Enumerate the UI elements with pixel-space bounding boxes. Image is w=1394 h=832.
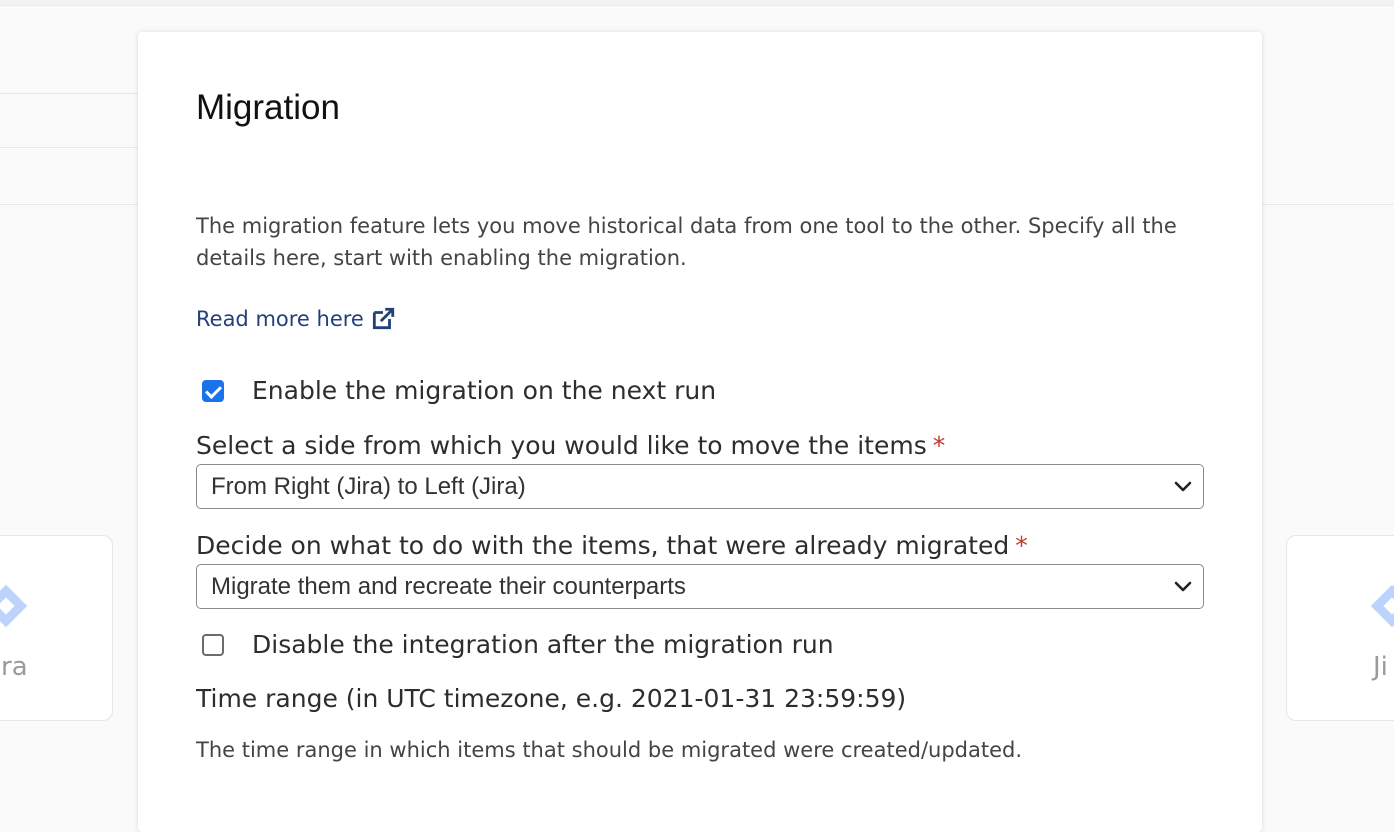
left-tool-card[interactable] [0,535,113,721]
top-bar [0,0,1394,6]
divider [0,147,140,148]
migration-description: The migration feature lets you move historical data from one tool to the other. Specify all the details here, start with enabling the migration. [196,214,1177,270]
disable-integration-checkbox[interactable] [202,634,224,656]
direction-select[interactable] [196,464,1204,509]
chevron-down-icon [1173,477,1193,497]
already-migrated-label-text: Decide on what to do with the items, that were already migrated [196,531,1010,560]
time-range-help: The time range in which items that should be migrated were created/updated. [196,738,1023,762]
required-marker: * [932,431,946,460]
direction-selected-value: From Right (Jira) to Left (Jira) [211,472,526,500]
external-link-icon [370,306,396,332]
already-migrated-selected-value: Migrate them and recreate their counterparts [211,572,686,600]
enable-migration-checkbox[interactable] [202,380,224,402]
disable-integration-label: Disable the integration after the migration run [252,630,834,659]
right-tool-card[interactable] [1286,535,1394,721]
migration-dialog [138,32,1262,832]
jira-logo-icon [0,585,27,627]
dialog-title: Migration [196,88,340,127]
disable-integration-row[interactable] [202,630,834,659]
divider [0,204,140,205]
required-marker: * [1015,531,1028,560]
divider [0,93,140,94]
right-tool-label: Ji [1373,652,1388,682]
time-range-label: Time range (in UTC timezone, e.g. 2021-01-31 23:59:59) [196,684,907,713]
direction-label-text: Select a side from which you would like to move the items [196,431,927,460]
chevron-down-icon [1173,577,1193,597]
read-more-link[interactable] [196,306,396,332]
divider [1262,204,1394,205]
jira-logo-icon [1371,585,1394,627]
enable-migration-row[interactable] [202,376,716,405]
read-more-label: Read more here [196,307,364,331]
enable-migration-label: Enable the migration on the next run [252,376,717,405]
left-tool-label: ra [1,652,28,682]
direction-field-label [196,431,945,460]
already-migrated-field-label [196,531,1028,560]
already-migrated-select[interactable] [196,564,1204,609]
